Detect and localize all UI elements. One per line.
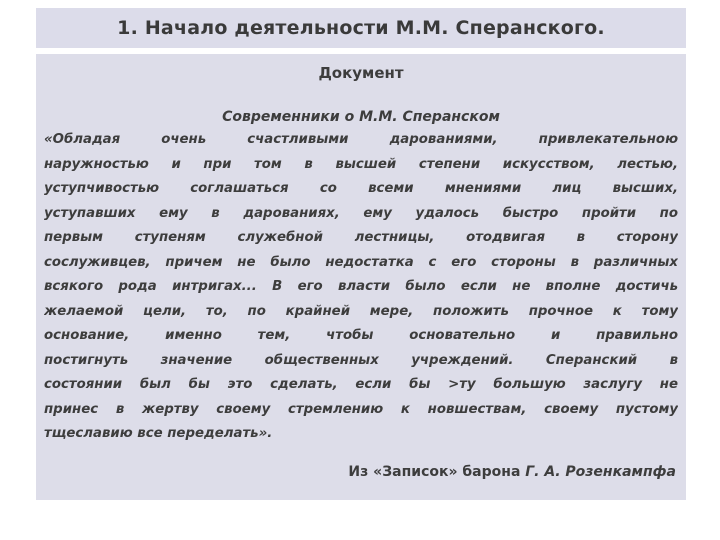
- quote-line: желаемой цели, то, по крайней мере, положить прочное к тому: [44, 303, 678, 319]
- quote-line: сослуживцев, причем не было недостатка с его стороны в различных: [44, 254, 678, 270]
- quote-line: уступавших ему в дарованиях, ему удалось быстро пройти по: [44, 205, 678, 221]
- quote-line: принес в жертву своему стремлению к новшествам, своему пустому: [44, 401, 678, 417]
- quote-line: постигнуть значение общественных учреждений. Сперанский в: [44, 352, 678, 368]
- quote-line: тщеславию все переделать».: [44, 426, 273, 441]
- title-bar: [36, 8, 686, 48]
- slide-title: 1. Начало деятельности М.М. Сперанского.: [117, 17, 605, 39]
- quote-line: всякого рода интригах... В его власти было если не вполне достичь: [44, 279, 678, 294]
- quote-line: уступчивостью соглашаться со всеми мнениями лиц высших,: [44, 181, 678, 196]
- attribution-author: Г. А. Розенкампфа: [525, 464, 676, 480]
- quote-line: состоянии был бы это сделать, если бы >ту большую заслугу не: [44, 377, 678, 392]
- quote-line: основание, именно тем, чтобы основательно и правильно: [44, 328, 678, 343]
- quote-line: первым ступеням служебной лестницы, отодвигая в сторону: [44, 230, 678, 245]
- document-heading: Документ: [318, 64, 404, 82]
- quote-line: «Обладая очень счастливыми дарованиями, привлекательною: [44, 132, 678, 147]
- document-box: [36, 54, 686, 500]
- attribution: [348, 464, 676, 480]
- document-subheading: Современники о М.М. Сперанском: [222, 109, 500, 125]
- quote-line: наружностью и при том в высшей степени искусством, лестью,: [44, 156, 678, 172]
- attribution-prefix: Из «Записок» барона: [348, 464, 526, 480]
- quote-text: [44, 128, 678, 447]
